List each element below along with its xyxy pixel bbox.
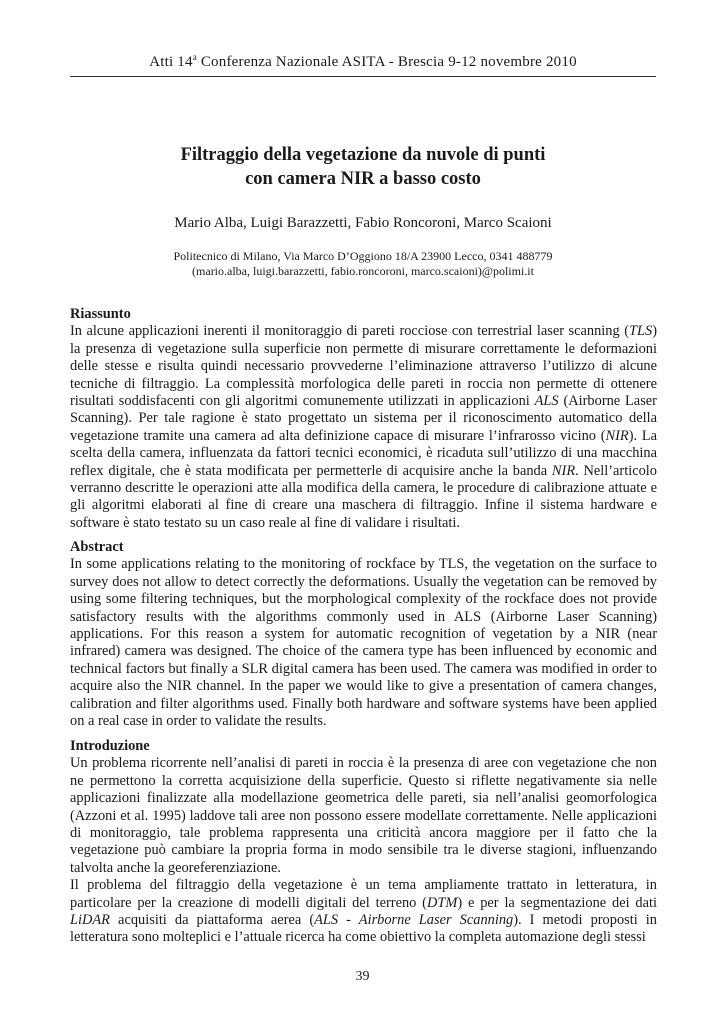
riassunto-text-part: ). La scelta della camera, influenzata da fattori tecnici economici, è ricaduta sull’utilizzo di una macchina reflex digitale, che è stata modificata per permetterle di acquisire anche la banda bbox=[70, 427, 657, 479]
header-rule bbox=[70, 76, 656, 77]
abstract-text: In some applications relating to the monitoring of rockface by TLS, the vegetation on the surface to survey does not allow to detect correctly the deformations. Usually the vegetation can be removed by using some filtering techniques, but the morphological complexity of the rockface does not provide satisfactory results with the algorithms commonly used in ALS (Airborne Laser Scanning) applications. For this reason a system for automatic recognition of vegetation by a NIR (near infrared) camera was designed. The choice of the camera type has been influenced by economic and technical factors but finally a SLR digital camera has been used. The camera was modified in order to acquire also the NIR channel. In the paper we would like to give a presentation of camera changes, calibration and filter algorithms used. Finally both hardware and software systems have been applied on a real case in order to validate the results. bbox=[70, 556, 657, 730]
introduzione-text-part: ). I metodi proposti in letteratura sono molteplici e l’attuale ricerca ha come obiettivo la completa automazione degli stessi bbox=[70, 912, 657, 946]
introduzione-heading: Introduzione bbox=[70, 738, 150, 754]
riassunto-text-part: In alcune applicazioni inerenti il monitoraggio di pareti rocciose con terrestrial laser scanning ( bbox=[70, 323, 629, 340]
paper-title bbox=[70, 143, 656, 191]
header-text-after: Conferenza Nazionale ASITA - Brescia 9-12 novembre 2010 bbox=[196, 54, 577, 70]
authors: Mario Alba, Luigi Barazzetti, Fabio Roncoroni, Marco Scaioni bbox=[174, 215, 552, 231]
abstract-section bbox=[70, 539, 657, 730]
affiliation-address: Politecnico di Milano, Via Marco D’Oggiono 18/A 23900 Lecco, 0341 488779 bbox=[173, 249, 553, 263]
introduzione-term-als: ALS - Airborne Laser Scanning bbox=[314, 912, 514, 929]
riassunto-term-nir: NIR bbox=[605, 427, 629, 444]
riassunto-text-part: ) la presenza di vegetazione sulla superficie non permette di misurare correttamente le deformazioni delle stesse e risulta quindi necessario provvederne l’eliminazione attraverso l’utilizzo di alcune tecniche di filtraggio. La complessità morfologica delle pareti in roccia non permette di ottenere risultati soddisfacenti con gli algoritmi comunemente utilizzati in applicazioni bbox=[70, 323, 657, 410]
introduzione-term-dtm: DTM bbox=[426, 894, 458, 911]
affiliation-emails: (mario.alba, luigi.barazzetti, fabio.roncoroni, marco.scaioni)@polimi.it bbox=[192, 264, 534, 278]
abstract-heading: Abstract bbox=[70, 539, 124, 555]
introduzione-paragraph-1: Un problema ricorrente nell’analisi di pareti in roccia è la presenza di aree con vegetazione che non ne permettono la corretta acquisizione della superficie. Questo si riflette negativamente sia nelle applicazioni finalizzate alla modellazione geometrica delle pareti, sia nell’analisi geomorfologica (Azzoni et al. 1995) laddove tali aree non possono essere modellate correttamente. Nelle applicazioni di monitoraggio, tale problema rappresenta una criticità ancora maggiore per il fatto che la vegetazione può cambiare la propria forma in modo sensibile tra le diverse stagioni, influenzando talvolta anche la georeferenziazione. bbox=[70, 755, 657, 876]
introduzione-text-part: Il problema del filtraggio della vegetazione è un tema ampliamente trattato in letteratura, in particolare per la creazione di modelli digitali del terreno ( bbox=[70, 877, 657, 911]
riassunto-term-tls: TLS bbox=[629, 323, 653, 340]
header-superscript: a bbox=[192, 52, 197, 62]
riassunto-heading: Riassunto bbox=[70, 306, 131, 322]
riassunto-text-part: . Nell’articolo verranno descritte le operazioni atte alla modifica della camera, le procedure di calibrazione attuate e gli algoritmi elaborati al fine di creare una maschera di filtraggio. Infine il sistema hardware e software è stato testato su un caso reale al fine di validare i risultati. bbox=[70, 462, 657, 531]
riassunto-term-nir: NIR bbox=[551, 462, 576, 479]
header-text-before: Atti 14 bbox=[149, 54, 193, 70]
riassunto-section bbox=[70, 306, 657, 532]
running-header bbox=[70, 52, 656, 71]
introduzione-paragraph-2 bbox=[70, 877, 657, 947]
title-line-2: con camera NIR a basso costo bbox=[245, 169, 481, 189]
riassunto-text-part: (Airborne Laser Scanning). Per tale ragione è stato progettato un sistema per il riconoscimento automatico della vegetazione tramite una camera ad alta definizione capace di misurare l’infrarosso vicino ( bbox=[70, 393, 657, 444]
introduzione-text-part: ) e per la segmentazione dei dati bbox=[457, 894, 657, 911]
introduzione-section bbox=[70, 738, 657, 947]
page-number: 39 bbox=[355, 969, 370, 984]
riassunto-term-als: ALS bbox=[534, 393, 559, 410]
riassunto-text bbox=[70, 323, 657, 532]
introduzione-text-part: acquisiti da piattaforma aerea ( bbox=[109, 912, 315, 929]
affiliation bbox=[70, 249, 656, 279]
title-line-1: Filtraggio della vegetazione da nuvole di punti bbox=[180, 145, 546, 165]
introduzione-term-lidar: LiDAR bbox=[70, 912, 110, 929]
